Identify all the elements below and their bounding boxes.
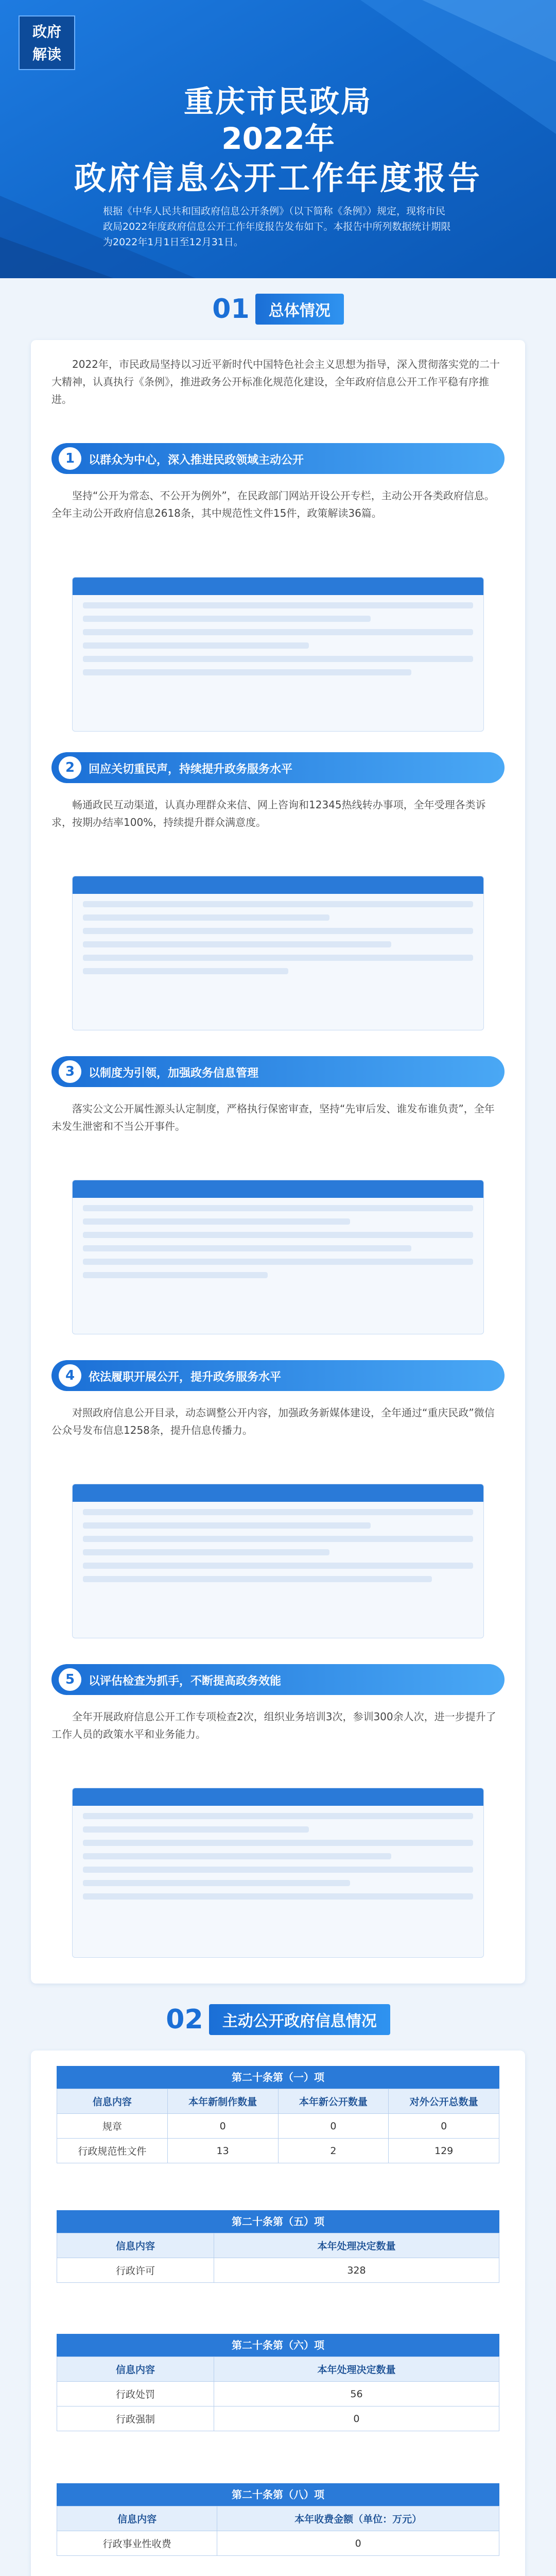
section-1-para-4: 对照政府信息公开目录，动态调整公开内容，加强政务新媒体建设，全年通过“重庆民政”微信公众号发布信息1258条，提升信息传播力。 bbox=[51, 1406, 495, 1436]
strip-5-icon: 5 bbox=[59, 1668, 81, 1691]
website-screenshot-3 bbox=[72, 1180, 484, 1334]
section-1-intro: 2022年，市民政局坚持以习近平新时代中国特色社会主义思想为指导，深入贯彻落实党的二十大精神，认真执行《条例》，推进政务公开标准化规范化建设，全年政府信息公开工作平稳有序推进。 bbox=[51, 358, 500, 405]
section-1-para-1: 坚持“公开为常态、不公开为例外”，在民政部门网站开设公开专栏，主动公开各类政府信息。全年主动公开政府信息2618条，其中规范性文件15件，政策解读36篇。 bbox=[51, 489, 495, 519]
section-1-number: 01 bbox=[212, 294, 250, 325]
section-1-strip-3 bbox=[51, 1056, 505, 1087]
section-2-header bbox=[0, 2004, 556, 2040]
table-row: 行政规范性文件 13 2 129 bbox=[57, 2139, 499, 2163]
section-2-title: 主动公开政府信息情况 bbox=[209, 2004, 390, 2035]
th-new-made: 本年新制作数量 bbox=[167, 2089, 278, 2114]
website-screenshot-5 bbox=[72, 1788, 484, 1958]
strip-5-label: 以评估检查为抓手，不断提高政务效能 bbox=[89, 1675, 282, 1688]
strip-1-icon: 1 bbox=[59, 447, 81, 470]
strip-4-label: 依法履职开展公开，提升政务服务水平 bbox=[89, 1371, 282, 1384]
table-row: 行政许可 328 bbox=[57, 2258, 499, 2283]
section-1-para-2: 畅通政民互动渠道，认真办理群众来信、网上咨询和12345热线转办事项，全年受理各类诉求，按期办结率100%，持续提升群众满意度。 bbox=[51, 799, 486, 828]
table-1-subtitle: 第二十条第（一）项 bbox=[57, 2066, 499, 2089]
strip-2-label: 回应关切重民声，持续提升政务服务水平 bbox=[89, 763, 293, 776]
section-1-strip-2 bbox=[51, 752, 505, 783]
table-row: 行政强制 0 bbox=[57, 2406, 499, 2431]
section-2-number: 02 bbox=[166, 2004, 203, 2035]
section-1-para-3: 落实公文公开属性源头认定制度，严格执行保密审查，坚持“先审后发、谁发布谁负责”，全年未发生泄密和不当公开事件。 bbox=[51, 1103, 495, 1132]
table-4-subtitle: 第二十条第（八）项 bbox=[57, 2483, 499, 2506]
section-1-title: 总体情况 bbox=[255, 294, 344, 325]
th-new-public: 本年新公开数量 bbox=[278, 2089, 389, 2114]
hero-title-year: 2022年 bbox=[221, 121, 335, 156]
strip-3-icon: 3 bbox=[59, 1060, 81, 1083]
hero-title-agency: 重庆市民政局 bbox=[183, 84, 372, 119]
strip-2-icon: 2 bbox=[59, 756, 81, 779]
table-row: 行政处罚 56 bbox=[57, 2382, 499, 2406]
table-3-subtitle: 第二十条第（六）项 bbox=[57, 2334, 499, 2357]
badge-line-1: 政府 bbox=[32, 23, 61, 40]
strip-1-label: 以群众为中心，深入推进民政领域主动公开 bbox=[89, 454, 304, 467]
website-screenshot-1 bbox=[72, 577, 484, 732]
interpretation-badge bbox=[19, 15, 75, 70]
section-1-para-5: 全年开展政府信息公开工作专项检查2次，组织业务培训3次，参训300余人次，进一步提升了工作人员的政策水平和业务能力。 bbox=[51, 1710, 496, 1740]
table-permits: 信息内容 本年处理决定数量 行政许可 328 bbox=[57, 2233, 499, 2283]
table-2-subtitle: 第二十条第（五）项 bbox=[57, 2210, 499, 2233]
strip-4-icon: 4 bbox=[59, 1364, 81, 1387]
website-screenshot-4 bbox=[72, 1484, 484, 1638]
section-1-strip-4 bbox=[51, 1360, 505, 1391]
strip-3-label: 以制度为引领，加强政务信息管理 bbox=[89, 1067, 259, 1080]
table-row: 规章 0 0 0 bbox=[57, 2114, 499, 2139]
table-regulations bbox=[57, 2089, 499, 2163]
hero-intro: 根据《中华人民共和国政府信息公开条例》（以下简称《条例》）规定，现将市民政局2022年度政府信息公开工作年度报告发布如下。本报告中所列数据统计期限为2022年1月1日至12月31日。 bbox=[103, 206, 451, 248]
table-penalties: 信息内容 本年处理决定数量 行政处罚 56 行政强制 0 bbox=[57, 2357, 499, 2431]
hero-title-report: 政府信息公开工作年度报告 bbox=[74, 159, 482, 197]
table-fees: 信息内容 本年收费金额（单位：万元） 行政事业性收费 0 bbox=[57, 2506, 499, 2556]
th-total: 对外公开总数量 bbox=[389, 2089, 499, 2114]
badge-line-2: 解读 bbox=[32, 46, 61, 63]
section-1-header bbox=[0, 294, 556, 330]
table-row: 行政事业性收费 0 bbox=[57, 2531, 499, 2556]
th-content: 信息内容 bbox=[57, 2089, 168, 2114]
section-1-strip-1 bbox=[51, 443, 505, 474]
section-1-strip-5 bbox=[51, 1664, 505, 1695]
hero-banner bbox=[0, 0, 556, 278]
website-screenshot-2 bbox=[72, 876, 484, 1030]
